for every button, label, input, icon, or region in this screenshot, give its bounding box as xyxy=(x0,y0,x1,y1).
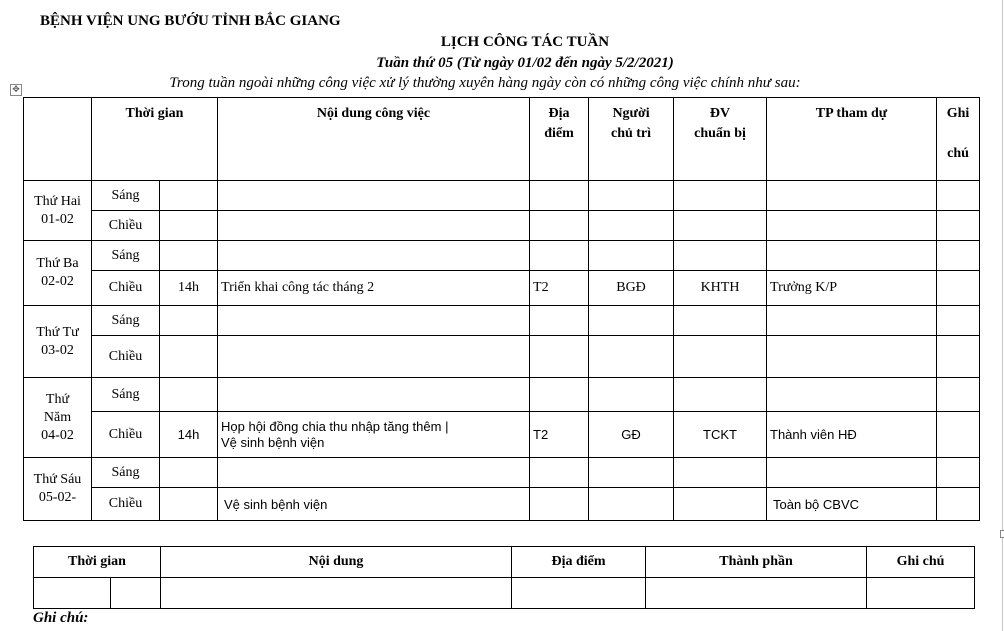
attend-cell[interactable]: Trưởng K/P xyxy=(767,271,937,306)
intro-text: Trong tuần ngoài những công việc xử lý thường xuyên hàng ngày còn có những công việc chính như sau: xyxy=(169,75,801,91)
table-row-thursday-morning xyxy=(24,378,980,412)
note-cell[interactable] xyxy=(937,181,980,211)
attend-cell[interactable] xyxy=(767,181,937,211)
session-afternoon: Chiều xyxy=(92,488,160,521)
attend-cell[interactable] xyxy=(767,211,937,241)
table-resize-handle[interactable] xyxy=(1000,530,1004,538)
attend-cell[interactable]: Toàn bộ CBVC xyxy=(767,488,937,521)
sub-empty-row xyxy=(34,578,975,609)
sub-header-place: Địa điểm xyxy=(512,547,646,578)
table-row-tuesday-afternoon xyxy=(24,271,980,306)
prep-cell[interactable] xyxy=(674,378,767,412)
note-cell[interactable] xyxy=(937,241,980,271)
header-attend: TP tham dự xyxy=(767,98,937,181)
table-row-tuesday-morning xyxy=(24,241,980,271)
prep-cell[interactable] xyxy=(674,458,767,488)
table-header-row xyxy=(24,98,980,181)
header-note-line1: Ghi xyxy=(946,106,970,121)
day-date: 02-02 xyxy=(41,274,74,289)
table-row-friday-afternoon xyxy=(24,488,980,521)
content-cell[interactable]: Vệ sinh bệnh viện xyxy=(218,488,530,521)
document-title: LỊCH CÔNG TÁC TUẦN xyxy=(440,34,610,50)
session-morning: Sáng xyxy=(92,181,160,211)
attend-cell[interactable] xyxy=(767,378,937,412)
session-morning: Sáng xyxy=(92,241,160,271)
sub-note-cell[interactable] xyxy=(867,578,975,609)
attend-cell[interactable] xyxy=(767,306,937,336)
sub-header-note: Ghi chú xyxy=(867,547,975,578)
header-place xyxy=(530,98,589,181)
host-cell[interactable] xyxy=(589,336,674,378)
note-cell[interactable] xyxy=(937,306,980,336)
content-cell[interactable]: Triển khai công tác tháng 2 xyxy=(218,271,530,306)
host-cell[interactable] xyxy=(589,488,674,521)
header-host xyxy=(589,98,674,181)
prep-cell[interactable]: TCKT xyxy=(674,412,767,458)
prep-cell[interactable] xyxy=(674,488,767,521)
header-prep xyxy=(674,98,767,181)
sub-header-row xyxy=(34,547,975,578)
host-cell[interactable] xyxy=(589,241,674,271)
place-cell[interactable] xyxy=(530,458,589,488)
time-cell[interactable] xyxy=(160,488,218,521)
place-cell[interactable]: T2 xyxy=(530,271,589,306)
attend-cell[interactable] xyxy=(767,241,937,271)
prep-cell[interactable] xyxy=(674,306,767,336)
move-anchor-icon[interactable]: ✥ xyxy=(10,84,22,96)
week-subtitle: Tuần thứ 05 (Từ ngày 01/02 đến ngày 5/2/2021) xyxy=(376,55,674,71)
day-name: Thứ Hai xyxy=(34,193,81,209)
sub-header-members: Thành phần xyxy=(646,547,867,578)
header-note xyxy=(937,98,980,181)
session-morning: Sáng xyxy=(92,458,160,488)
header-place-line2: điểm xyxy=(544,126,574,141)
table-row-monday-morning xyxy=(24,181,980,211)
table-row-wednesday-morning xyxy=(24,306,980,336)
day-name: Thứ Sáu xyxy=(33,472,82,487)
sub-header-content: Nội dung xyxy=(161,547,512,578)
note-cell[interactable] xyxy=(937,378,980,412)
time-cell[interactable] xyxy=(160,241,218,271)
content-cell[interactable] xyxy=(218,241,530,271)
content-cell[interactable] xyxy=(218,181,530,211)
session-afternoon: Chiều xyxy=(92,271,160,306)
header-content: Nội dung công việc xyxy=(218,98,530,181)
header-time: Thời gian xyxy=(92,98,218,181)
host-cell[interactable]: BGĐ xyxy=(589,271,674,306)
prep-cell[interactable]: KHTH xyxy=(674,271,767,306)
day-cell-wednesday xyxy=(24,306,92,378)
prep-cell[interactable] xyxy=(674,181,767,211)
sub-time-cell[interactable] xyxy=(111,578,161,609)
session-afternoon: Chiều xyxy=(92,412,160,458)
note-cell[interactable] xyxy=(937,458,980,488)
day-cell-friday xyxy=(24,458,92,521)
content-cell[interactable] xyxy=(218,458,530,488)
day-cell-monday xyxy=(24,181,92,241)
header-host-line1: Người xyxy=(612,106,650,121)
session-afternoon: Chiều xyxy=(92,211,160,241)
table-row-monday-afternoon xyxy=(24,211,980,241)
time-cell[interactable] xyxy=(160,378,218,412)
prep-cell[interactable] xyxy=(674,241,767,271)
note-cell[interactable] xyxy=(937,412,980,458)
host-cell[interactable]: GĐ xyxy=(589,412,674,458)
sub-content-cell[interactable] xyxy=(161,578,512,609)
place-cell[interactable] xyxy=(530,378,589,412)
table-row-friday-morning xyxy=(24,458,980,488)
day-name: Thứ Ba xyxy=(36,256,79,271)
time-cell[interactable]: 14h xyxy=(160,271,218,306)
header-note-line2: chú xyxy=(947,146,969,161)
content-cell[interactable] xyxy=(218,306,530,336)
day-cell-tuesday xyxy=(24,241,92,306)
session-morning: Sáng xyxy=(92,378,160,412)
time-cell[interactable] xyxy=(160,336,218,378)
note-cell[interactable] xyxy=(937,211,980,241)
day-cell-thursday xyxy=(24,378,92,458)
content-line1: Họp hội đồng chia thu nhập tăng thêm xyxy=(221,418,442,434)
place-cell[interactable] xyxy=(530,181,589,211)
time-cell[interactable] xyxy=(160,306,218,336)
text-cursor: | xyxy=(445,418,449,434)
host-cell[interactable] xyxy=(589,181,674,211)
day-date: 04-02 xyxy=(41,427,74,443)
note-cell[interactable] xyxy=(937,488,980,521)
content-cell[interactable] xyxy=(218,211,530,241)
note-label: Ghi chú: xyxy=(33,610,89,626)
place-cell[interactable] xyxy=(530,336,589,378)
time-cell[interactable] xyxy=(160,211,218,241)
time-cell[interactable] xyxy=(160,458,218,488)
host-cell[interactable] xyxy=(589,306,674,336)
day-date: 05-02- xyxy=(38,490,77,505)
sub-place-cell[interactable] xyxy=(512,578,646,609)
prep-cell[interactable] xyxy=(674,336,767,378)
header-prep-line2: chuẩn bị xyxy=(694,126,746,141)
content-cell[interactable] xyxy=(218,336,530,378)
host-cell[interactable] xyxy=(589,378,674,412)
hospital-name: BỆNH VIỆN UNG BƯỚU TỈNH BẮC GIANG xyxy=(40,13,341,29)
place-cell[interactable] xyxy=(530,306,589,336)
place-cell[interactable] xyxy=(530,488,589,521)
day-date: 01-02 xyxy=(41,211,74,227)
host-cell[interactable] xyxy=(589,211,674,241)
day-name-line1: Thứ xyxy=(45,391,70,407)
content-cell[interactable] xyxy=(218,378,530,412)
note-cell[interactable] xyxy=(937,336,980,378)
extra-schedule-table xyxy=(33,546,975,609)
day-name: Thứ Tư xyxy=(36,324,79,340)
prep-cell[interactable] xyxy=(674,211,767,241)
content-cell[interactable] xyxy=(218,412,530,458)
sub-date-cell[interactable] xyxy=(34,578,111,609)
day-name-line2: Năm xyxy=(43,409,72,425)
time-cell[interactable]: 14h xyxy=(160,412,218,458)
sub-members-cell[interactable] xyxy=(646,578,867,609)
host-cell[interactable] xyxy=(589,458,674,488)
table-row-wednesday-afternoon xyxy=(24,336,980,378)
place-cell[interactable] xyxy=(530,211,589,241)
header-prep-line1: ĐV xyxy=(709,106,731,121)
sub-header-time: Thời gian xyxy=(34,547,161,578)
note-cell[interactable] xyxy=(937,271,980,306)
attend-cell[interactable] xyxy=(767,336,937,378)
content-line2: Vệ sinh bệnh viện xyxy=(221,434,325,450)
session-morning: Sáng xyxy=(92,306,160,336)
place-cell[interactable] xyxy=(530,241,589,271)
weekly-schedule-table xyxy=(23,97,980,521)
day-date: 03-02 xyxy=(41,342,74,358)
table-row-thursday-afternoon xyxy=(24,412,980,458)
attend-cell[interactable] xyxy=(767,458,937,488)
time-cell[interactable] xyxy=(160,181,218,211)
header-place-line1: Địa xyxy=(548,106,570,121)
header-host-line2: chủ trì xyxy=(610,126,652,141)
header-day xyxy=(24,98,92,181)
attend-cell[interactable]: Thành viên HĐ xyxy=(767,412,937,458)
session-afternoon: Chiều xyxy=(92,336,160,378)
place-cell[interactable]: T2 xyxy=(530,412,589,458)
